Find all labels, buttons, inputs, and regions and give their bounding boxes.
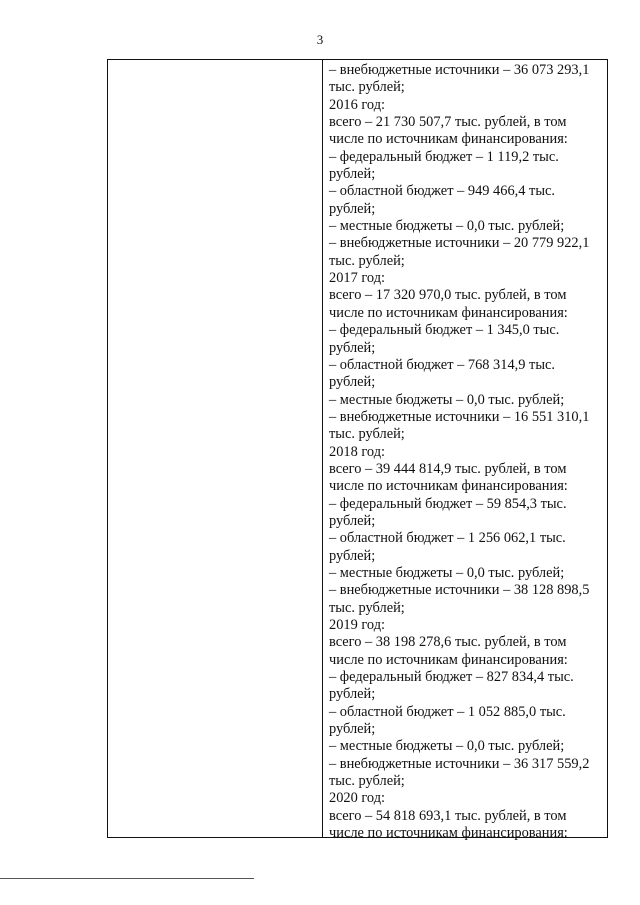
funding-text-line: – областной бюджет – 768 314,9 тыс.: [329, 356, 555, 373]
funding-text-line: всего – 54 818 693,1 тыс. рублей, в том: [329, 807, 567, 824]
funding-text-line: – местные бюджеты – 0,0 тыс. рублей;: [329, 218, 565, 235]
funding-text-line: числе по источникам финансирования:: [329, 651, 568, 668]
funding-text-line: – местные бюджеты – 0,0 тыс. рублей;: [329, 564, 565, 581]
funding-text-line: – федеральный бюджет – 1 345,0 тыс.: [329, 322, 560, 339]
footer-rule: [0, 878, 254, 879]
funding-text-line: тыс. рублей;: [329, 426, 405, 443]
funding-text-line: всего – 17 320 970,0 тыс. рублей, в том: [329, 287, 567, 304]
funding-text-line: рублей;: [329, 721, 376, 738]
funding-text-line: – областной бюджет – 949 466,4 тыс.: [329, 183, 555, 200]
funding-text-line: тыс. рублей;: [329, 252, 405, 269]
funding-text-line: – областной бюджет – 1 052 885,0 тыс.: [329, 703, 566, 720]
table-column-divider: [322, 60, 323, 837]
funding-text-line: рублей;: [329, 686, 376, 703]
funding-text-line: – областной бюджет – 1 256 062,1 тыс.: [329, 530, 566, 547]
funding-text-line: – федеральный бюджет – 1 119,2 тыс.: [329, 148, 559, 165]
funding-text-line: тыс. рублей;: [329, 79, 405, 96]
funding-text-line: – местные бюджеты – 0,0 тыс. рублей;: [329, 738, 565, 755]
funding-text-line: всего – 39 444 814,9 тыс. рублей, в том: [329, 460, 567, 477]
funding-text-line: рублей;: [329, 547, 376, 564]
funding-text-line: – внебюджетные источники – 16 551 310,1: [329, 408, 590, 425]
funding-text-line: числе по источникам финансирования:: [329, 131, 568, 148]
funding-text-line: рублей;: [329, 166, 376, 183]
funding-text-line: – внебюджетные источники – 38 128 898,5: [329, 582, 590, 599]
funding-text-line: – федеральный бюджет – 59 854,3 тыс.: [329, 495, 567, 512]
funding-text-line: числе по источникам финансирования:: [329, 478, 568, 495]
funding-text-line: 2019 год:: [329, 617, 386, 633]
table-right-cell: [329, 62, 607, 842]
table-left-cell: [108, 60, 322, 837]
funding-text-line: 2016 год:: [329, 96, 386, 113]
funding-text-line: числе по источникам финансирования:: [329, 304, 568, 321]
funding-text-line: тыс. рублей;: [329, 599, 405, 616]
funding-table: [107, 59, 608, 842]
funding-text-line: всего – 38 198 278,6 тыс. рублей, в том: [329, 634, 567, 651]
funding-text-line: – внебюджетные источники – 20 779 922,1: [329, 235, 590, 252]
funding-text-line: 2018 год:: [329, 443, 386, 460]
page-number: 3: [316, 32, 324, 47]
funding-text-line: – внебюджетные источники – 36 073 293,1: [329, 62, 590, 78]
funding-text-line: – местные бюджеты – 0,0 тыс. рублей;: [329, 391, 565, 408]
funding-text-line: 2020 год:: [329, 790, 386, 807]
funding-text-line: рублей;: [329, 200, 376, 217]
funding-text-line: рублей;: [329, 339, 376, 356]
funding-text-line: рублей;: [329, 512, 376, 529]
funding-text-line: рублей;: [329, 374, 376, 391]
funding-text-line: тыс. рублей;: [329, 773, 405, 790]
funding-text-line: всего – 21 730 507,7 тыс. рублей, в том: [329, 114, 567, 131]
funding-text-line: – внебюджетные источники – 36 317 559,2: [329, 755, 590, 772]
funding-text-line: числе по источникам финансирования:: [329, 825, 568, 842]
funding-text-line: – федеральный бюджет – 827 834,4 тыс.: [329, 669, 574, 686]
funding-text-line: 2017 год:: [329, 270, 386, 287]
